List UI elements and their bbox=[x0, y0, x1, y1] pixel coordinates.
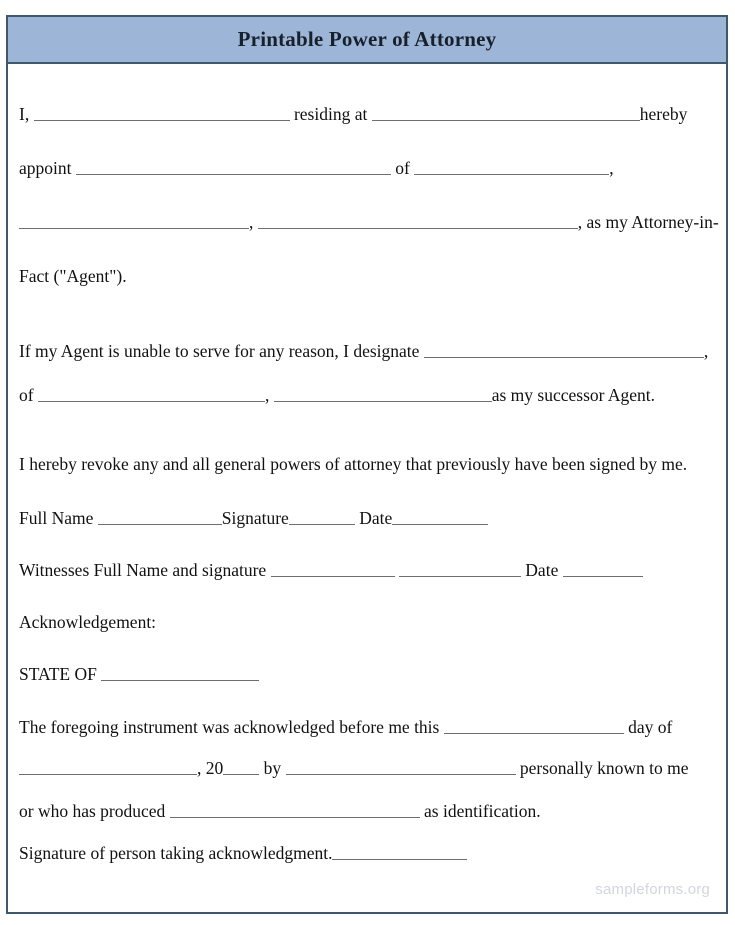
blank-ack-signature[interactable] bbox=[332, 843, 467, 860]
acknowledgement-line-2 bbox=[19, 758, 689, 778]
blank-successor-address[interactable] bbox=[274, 385, 492, 402]
clause-appointment-line-3 bbox=[19, 212, 719, 232]
blank-agent-address-1[interactable] bbox=[19, 212, 249, 229]
blank-principal-address[interactable] bbox=[372, 104, 640, 121]
blank-ack-person[interactable] bbox=[286, 758, 516, 775]
clause-successor-line-1 bbox=[19, 341, 708, 361]
clause-text: day of bbox=[623, 717, 673, 738]
clause-text: If my Agent is unable to serve for any reason, I designate bbox=[19, 341, 424, 362]
blank-agent-of[interactable] bbox=[414, 158, 609, 175]
blank-ack-year[interactable] bbox=[223, 758, 259, 775]
blank-agent-name[interactable] bbox=[76, 158, 391, 175]
clause-text: appoint bbox=[19, 158, 76, 179]
clause-text: , bbox=[264, 385, 274, 406]
document-frame bbox=[6, 15, 728, 914]
clause-appointment-line-2 bbox=[19, 158, 614, 178]
clause-revocation: I hereby revoke any and all general powers of attorney that previously have been signed by me. bbox=[19, 454, 688, 474]
clause-text: by bbox=[259, 758, 286, 779]
label-signature: Signature bbox=[221, 508, 289, 529]
label-ack-signature: Signature of person taking acknowledgment. bbox=[19, 843, 333, 864]
acknowledgement-signature-row bbox=[19, 843, 467, 863]
witness-row bbox=[19, 560, 643, 580]
clause-text: of bbox=[390, 158, 415, 179]
page-title: Printable Power of Attorney bbox=[237, 27, 497, 51]
clause-text: , bbox=[703, 341, 709, 362]
blank-witness-1[interactable] bbox=[271, 560, 395, 577]
label-state-of: STATE OF bbox=[19, 664, 102, 685]
clause-text: as my successor Agent. bbox=[491, 385, 656, 406]
clause-text: hereby bbox=[639, 104, 688, 125]
acknowledgement-line-1 bbox=[19, 717, 672, 737]
state-of-row bbox=[19, 664, 259, 684]
clause-text: as identification. bbox=[419, 801, 541, 822]
clause-text: personally known to me bbox=[515, 758, 689, 779]
watermark: sampleforms.org bbox=[595, 881, 710, 898]
document-body bbox=[8, 64, 726, 912]
blank-agent-address-2[interactable] bbox=[258, 212, 578, 229]
clause-text: , bbox=[249, 212, 258, 233]
blank-ack-month[interactable] bbox=[19, 758, 197, 775]
blank-identification[interactable] bbox=[170, 801, 420, 818]
clause-text: , as my Attorney-in- bbox=[577, 212, 719, 233]
clause-text: of bbox=[19, 385, 38, 406]
document-header bbox=[8, 17, 726, 64]
blank-state[interactable] bbox=[101, 664, 259, 681]
clause-text: , bbox=[609, 158, 614, 179]
blank-date[interactable] bbox=[392, 508, 488, 525]
blank-witness-date[interactable] bbox=[563, 560, 643, 577]
blank-witness-2[interactable] bbox=[399, 560, 521, 577]
blank-signature[interactable] bbox=[289, 508, 355, 525]
acknowledgement-line-3 bbox=[19, 801, 541, 821]
clause-appointment-line-1 bbox=[19, 104, 687, 124]
signature-row bbox=[19, 508, 488, 528]
blank-successor-of[interactable] bbox=[38, 385, 265, 402]
clause-text: I, bbox=[19, 104, 34, 125]
blank-full-name[interactable] bbox=[98, 508, 222, 525]
clause-successor-line-2 bbox=[19, 385, 655, 405]
label-date: Date bbox=[354, 508, 393, 529]
label-witness-date: Date bbox=[520, 560, 563, 581]
blank-successor-name[interactable] bbox=[424, 341, 704, 358]
clause-text: residing at bbox=[289, 104, 372, 125]
clause-text: or who has produced bbox=[19, 801, 170, 822]
blank-principal-name[interactable] bbox=[34, 104, 290, 121]
label-witnesses: Witnesses Full Name and signature bbox=[19, 560, 271, 581]
clause-appointment-line-4: Fact ("Agent"). bbox=[19, 266, 127, 286]
blank-ack-day[interactable] bbox=[444, 717, 624, 734]
clause-text: The foregoing instrument was acknowledged before me this bbox=[19, 717, 444, 738]
acknowledgement-heading: Acknowledgement: bbox=[19, 612, 157, 632]
clause-text: , 20 bbox=[197, 758, 224, 779]
label-full-name: Full Name bbox=[19, 508, 98, 529]
